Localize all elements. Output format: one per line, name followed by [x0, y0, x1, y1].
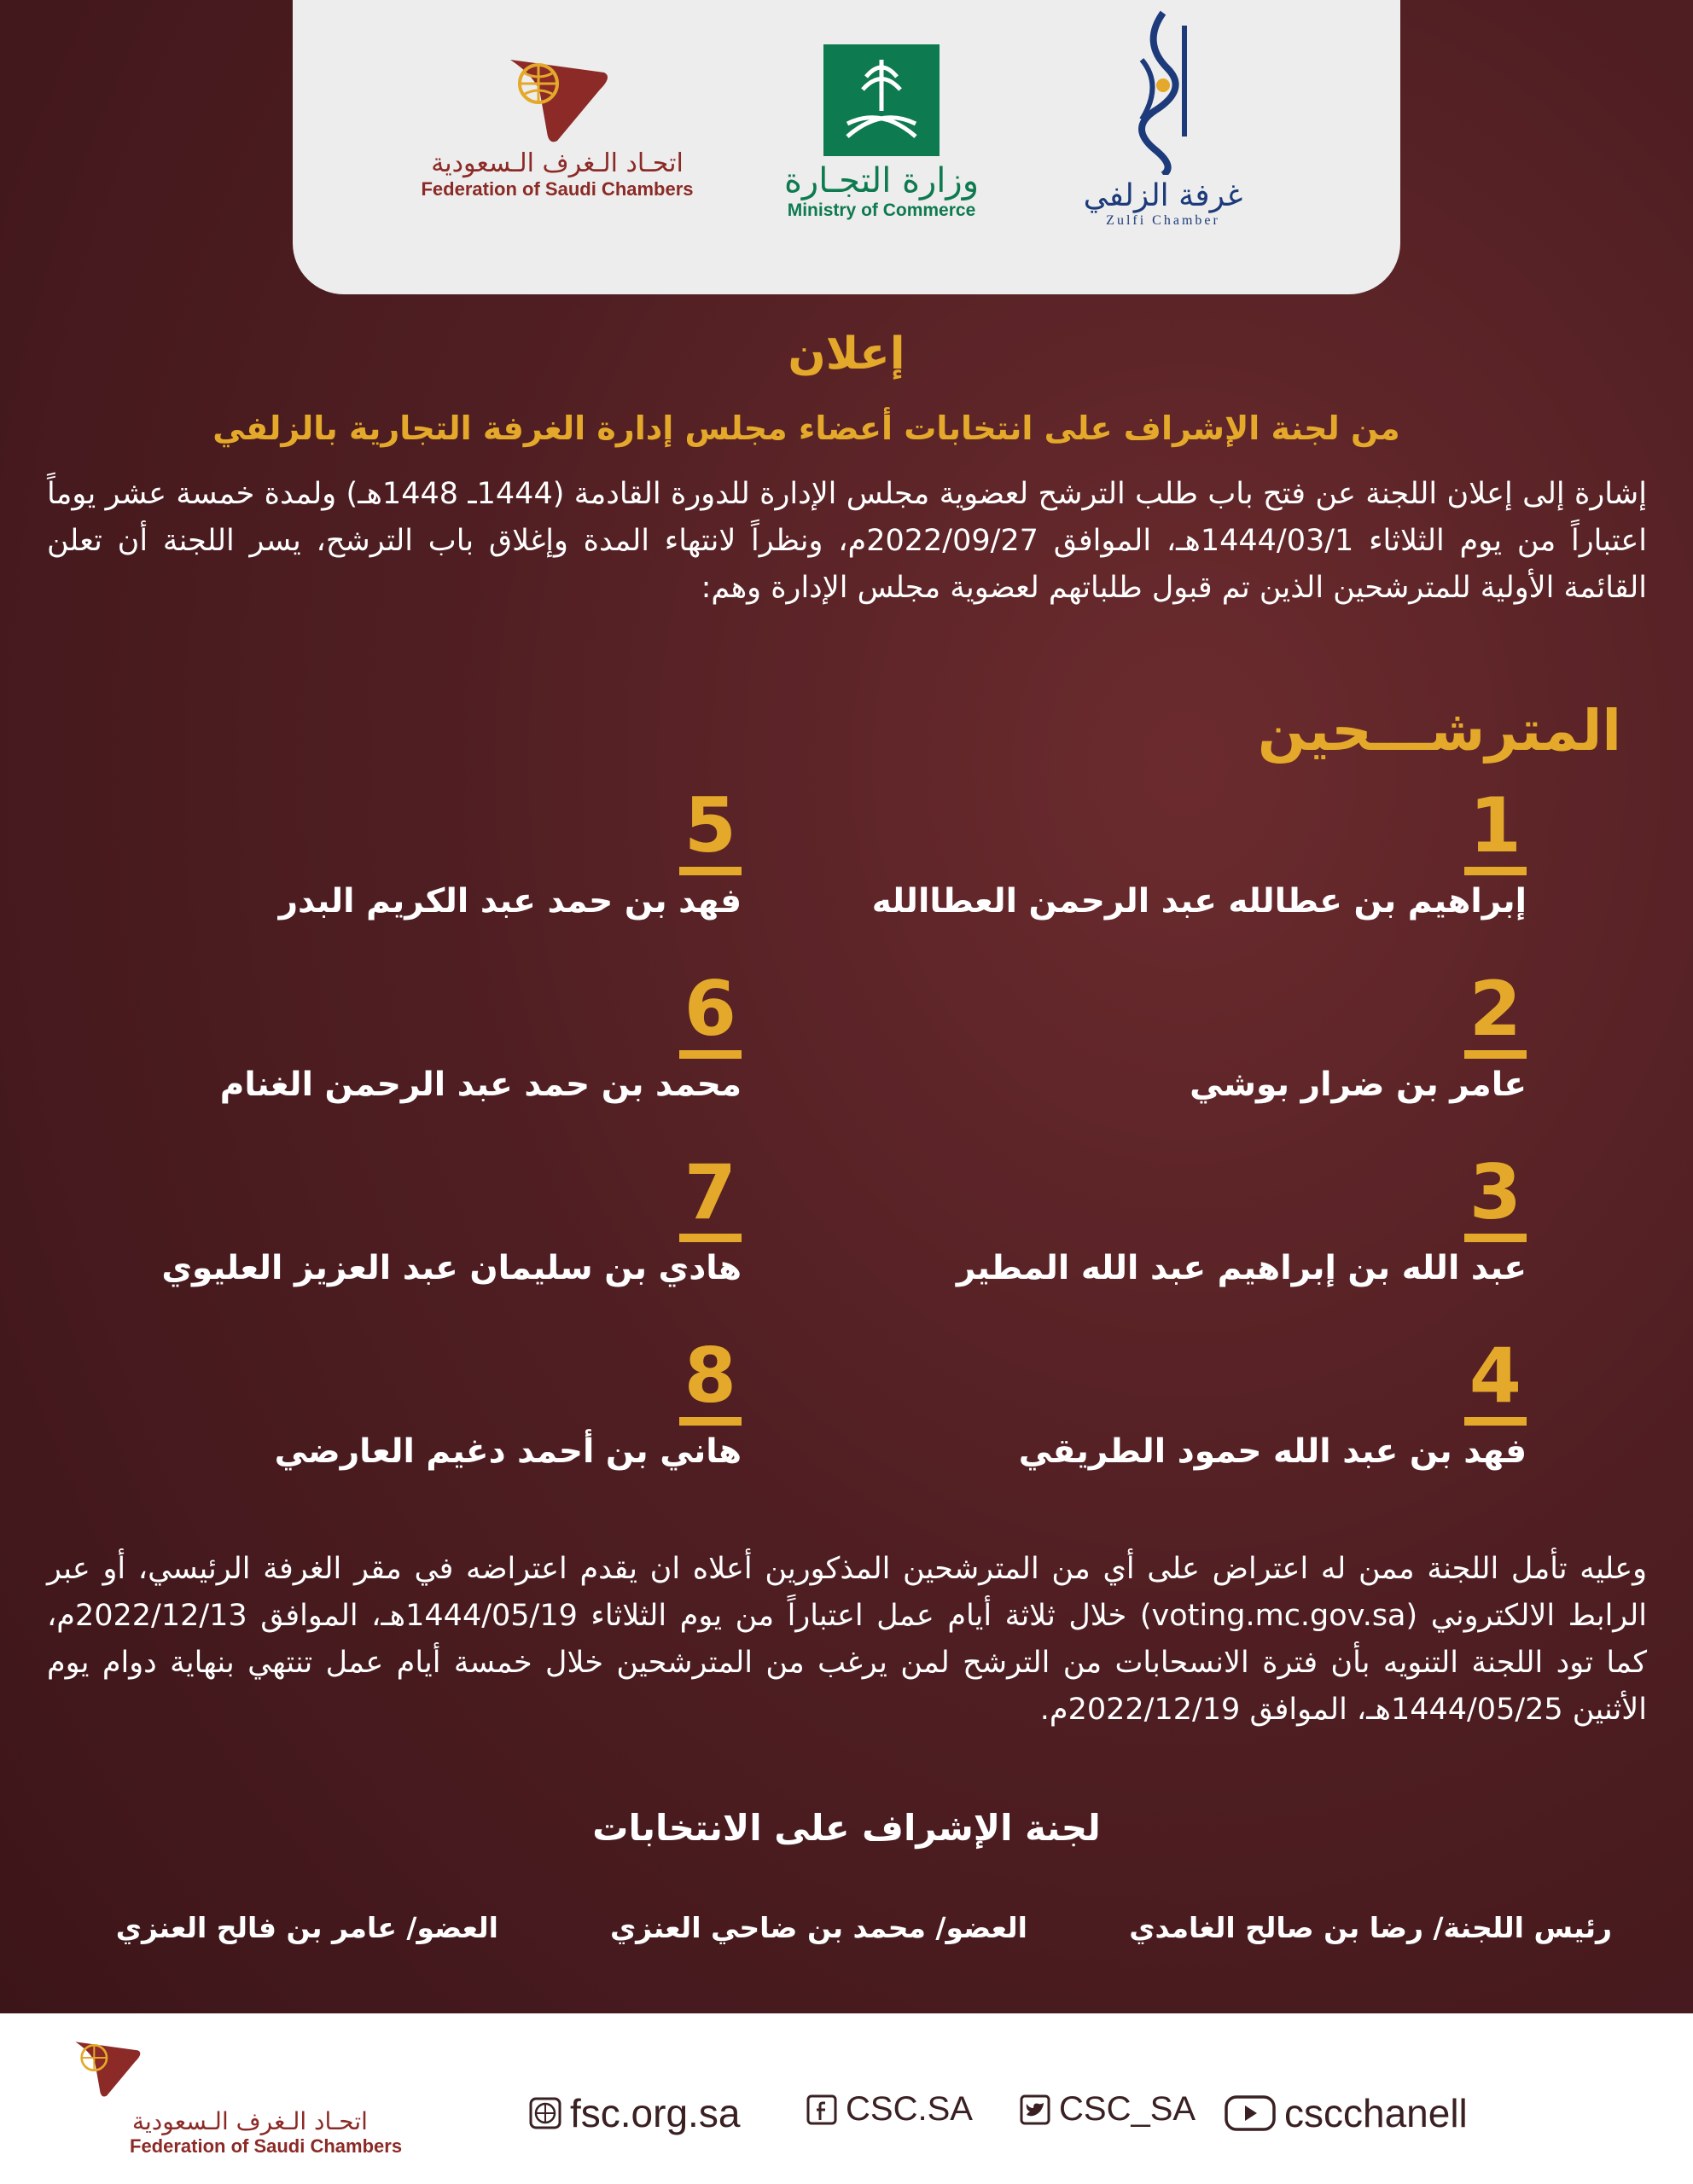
zulfi-chamber-logo — [1044, 9, 1283, 229]
footer-fsc-english: Federation of Saudi Chambers — [130, 2135, 403, 2157]
website-text: fsc.org.sa — [570, 2091, 741, 2135]
committee-title: لجنة الإشراف على الانتخابات — [592, 1807, 1101, 1849]
footer-fsc-logo — [51, 2030, 427, 2158]
candidate-name: فهد بن حمد عبد الكريم البدر — [278, 882, 742, 921]
moc-logo-arabic: وزارة التجـارة — [783, 161, 980, 200]
fsc-emblem-icon — [51, 2030, 162, 2099]
intro-paragraph: إشارة إلى إعلان اللجنة عن فتح باب طلب الترشح لعضوية مجلس الإدارة للدورة القادمة (1444ـ 1448هـ) ولمدة خمسة عشر يوماً اعتباراً من يوم الثلاثاء 1444/03/1هـ، الموافق 2022/09/27م، ونظراً لانتهاء المدة وإغلاق باب الترشح، يسر اللجنة أن تعلن القائمة الأولية للمترشحين الذين تم قبول طلباتهم لعضوية مجلس الإدارة وهم: — [47, 477, 1648, 605]
signatory-member: العضو/ عامر بن فالح العنزي — [115, 1911, 498, 1944]
signatory-chairman: رئيس اللجنة/ رضا بن صالح الغامدي — [1129, 1911, 1612, 1944]
fsc-logo-english: Federation of Saudi Chambers — [421, 178, 694, 200]
candidate-item — [827, 1332, 1527, 1471]
candidate-number: 6 — [679, 968, 742, 1059]
candidate-item — [827, 1148, 1527, 1287]
zulfi-logo-english: Zulfi Chamber — [1106, 213, 1220, 228]
candidate-number: 1 — [1464, 785, 1527, 875]
candidate-item — [42, 781, 742, 921]
candidate-name: هاني بن أحمد دغيم العارضي — [274, 1432, 742, 1471]
fsc-emblem-icon — [497, 43, 617, 145]
candidate-number: 3 — [1464, 1152, 1527, 1242]
candidate-item — [42, 1148, 742, 1287]
facebook-text: CSC.SA — [846, 2090, 973, 2128]
candidate-item — [42, 1332, 742, 1471]
candidate-number: 8 — [679, 1335, 742, 1426]
saudi-emblem-icon — [822, 43, 941, 158]
candidates-heading: المترشـــحين — [1257, 698, 1621, 764]
zulfi-calligraphy-icon — [1103, 9, 1223, 175]
moc-logo-english: Ministry of Commerce — [787, 200, 976, 220]
website-link[interactable] — [529, 2090, 740, 2136]
candidate-name: محمد بن حمد عبد الرحمن الغنام — [219, 1066, 742, 1104]
announcement-title: إعلان — [788, 328, 905, 380]
twitter-text: CSC_SA — [1059, 2090, 1196, 2128]
candidate-name: عبد الله بن إبراهيم عبد الله المطير — [956, 1249, 1527, 1287]
footer-fsc-arabic: اتحـاد الـغرف الـسعودية — [132, 2107, 368, 2135]
ministry-of-commerce-logo — [771, 43, 992, 221]
candidate-number: 7 — [679, 1152, 742, 1242]
fsc-logo — [412, 43, 702, 200]
candidate-name: هادي بن سليمان عبد العزيز العليوي — [161, 1249, 742, 1287]
candidate-name: فهد بن عبد الله حمود الطريقي — [1018, 1432, 1527, 1471]
footer — [0, 2013, 1693, 2184]
candidate-item — [827, 965, 1527, 1104]
candidate-number: 5 — [679, 785, 742, 875]
candidate-name: عامر بن ضرار بوشي — [1190, 1066, 1527, 1104]
closing-paragraph: وعليه تأمل اللجنة ممن له اعتراض على أي من المترشحين المذكورين أعلاه ان يقدم اعتراضه في مقر الغرفة الرئيسي، أو عبر الرابط الالكتروني (voting.mc.gov.sa) خلال ثلاثة أيام عمل اعتباراً من يوم الثلاثاء 1444/05/19هـ، الموافق 2022/12/13م، كما تود اللجنة التنويه بأن فترة الانسحابات من الترشح لمن يرغب من المترشحين خلال خمسة أيام عمل تنتهي بنهاية دوام يوم الأثنين 1444/05/25هـ، الموافق 2022/12/19م. — [47, 1552, 1647, 1727]
candidate-number: 4 — [1464, 1335, 1527, 1426]
youtube-link[interactable] — [1225, 2090, 1468, 2136]
header-logo-panel — [293, 0, 1400, 294]
zulfi-logo-arabic: غرفة الزلفي — [1083, 178, 1243, 213]
youtube-text: cscchanell — [1284, 2091, 1468, 2135]
candidate-item — [42, 965, 742, 1104]
facebook-link[interactable] — [806, 2090, 973, 2129]
globe-icon — [529, 2097, 561, 2129]
candidate-item — [827, 781, 1527, 921]
announcement-subtitle: من لجنة الإشراف على انتخابات أعضاء مجلس إدارة الغرفة التجارية بالزلفي — [212, 410, 1400, 447]
candidate-name: إبراهيم بن عطالله عبد الرحمن العطاالله — [871, 882, 1527, 921]
twitter-link[interactable] — [1020, 2090, 1196, 2129]
fsc-logo-arabic: اتحـاد الـغرف الـسعودية — [431, 148, 684, 178]
signatory-member: العضو/ محمد بن ضاحي العنزي — [609, 1911, 1027, 1944]
youtube-icon — [1225, 2095, 1276, 2131]
twitter-icon — [1020, 2094, 1050, 2125]
candidate-number: 2 — [1464, 968, 1527, 1059]
facebook-icon — [806, 2094, 837, 2125]
